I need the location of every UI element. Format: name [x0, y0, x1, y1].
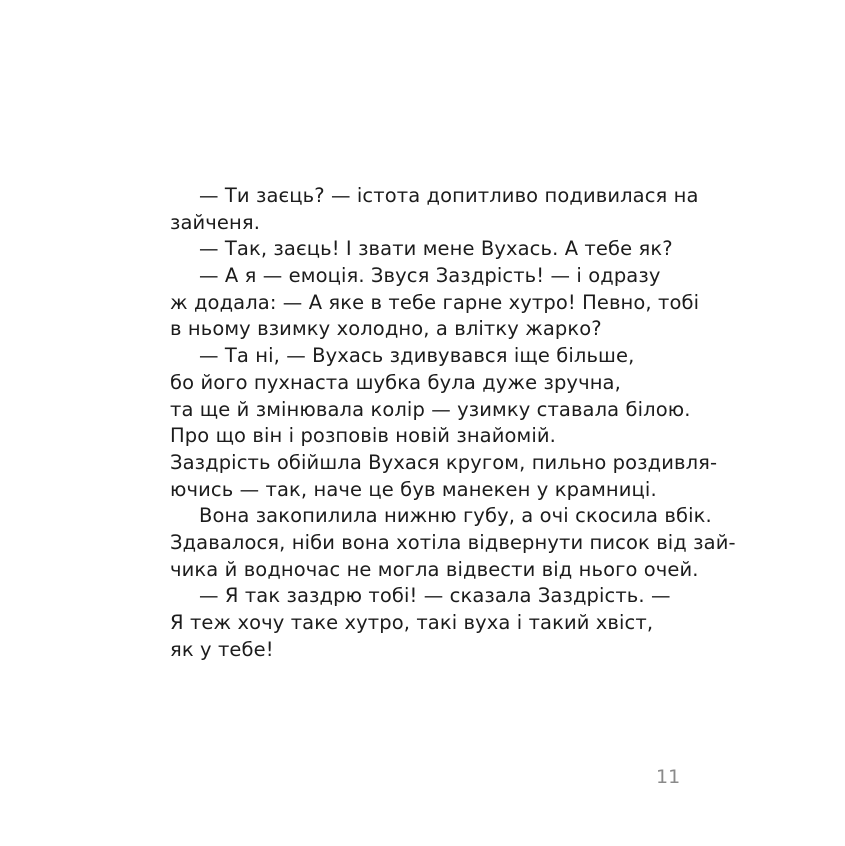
- text-line: — А я — емоція. Звуся Заздрість! — і одразу: [199, 264, 661, 288]
- text-line: Про що він і розповів новій знайомій.: [170, 424, 556, 448]
- text-line: Вона закопилила нижню губу, а очі скосила вбік.: [199, 504, 712, 528]
- text-line: Здавалося, ніби вона хотіла відвернути писок від зай-: [170, 530, 736, 554]
- text-line: ючись — так, наче це був манекен у крамниці.: [170, 477, 657, 501]
- text-line: чика й водночас не могла відвести від нього очей.: [170, 557, 699, 581]
- body-text: [170, 183, 736, 663]
- text-line: Заздрість обійшла Вухася кругом, пильно роздивля-: [170, 450, 718, 474]
- text-line: та ще й змінювала колір — узимку ставала білою.: [170, 397, 691, 421]
- text-line: бо його пухнаста шубка була дуже зручна,: [170, 370, 621, 394]
- text-line: — Я так заздрю тобі! — сказала Заздрість. —: [199, 584, 671, 608]
- text-line: ж додала: — А яке в тебе гарне хутро! Певно, тобі: [170, 290, 700, 314]
- text-line: як у тебе!: [170, 637, 274, 661]
- text-line: зайченя.: [170, 210, 260, 234]
- text-line: в ньому взимку холодно, а влітку жарко?: [170, 317, 602, 341]
- text-line: — Та ні, — Вухась здивувався іще більше,: [199, 344, 635, 368]
- text-line: Я теж хочу таке хутро, такі вуха і такий хвіст,: [170, 611, 654, 634]
- text-line: — Ти заєць? — істота допитливо подивилася на: [199, 184, 699, 207]
- text-line: — Так, заєць! І звати мене Вухась. А тебе як?: [199, 237, 673, 261]
- page-number: 11: [656, 766, 681, 788]
